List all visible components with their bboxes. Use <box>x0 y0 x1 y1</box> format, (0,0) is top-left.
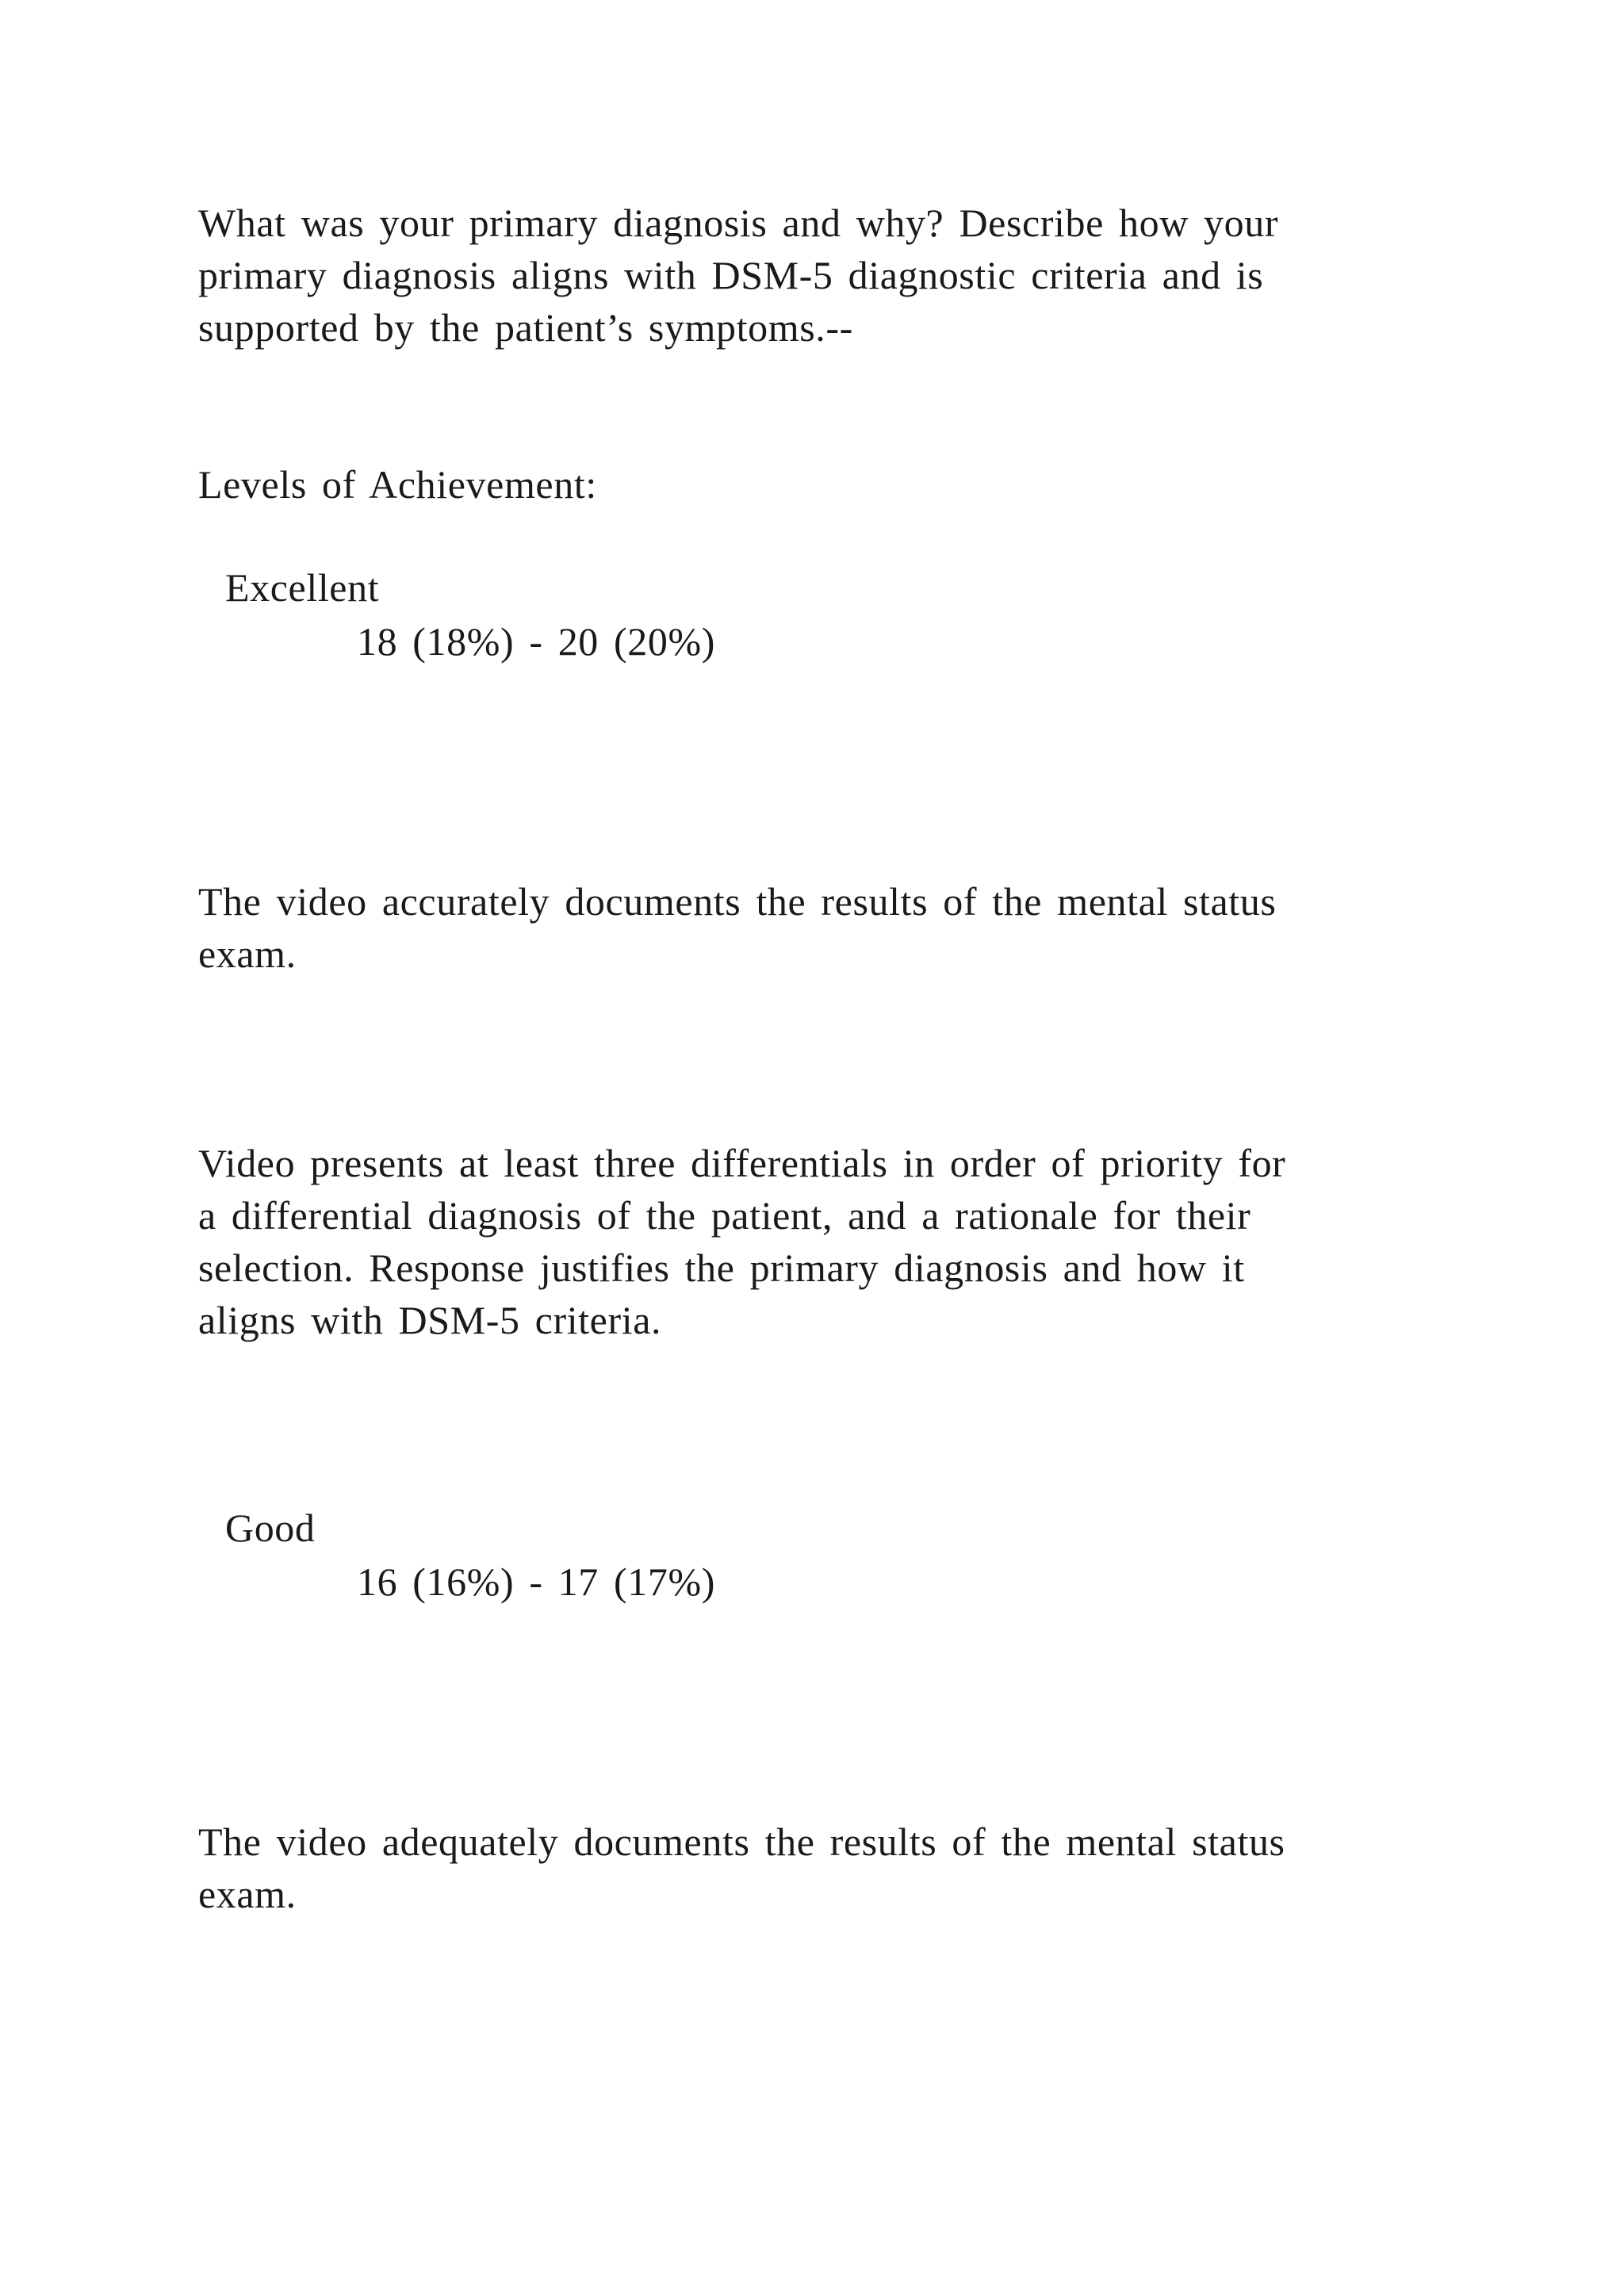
level-range: 18 (18%) - 20 (20%) <box>357 619 715 664</box>
level-range: 16 (16%) - 17 (17%) <box>357 1559 715 1604</box>
question-line-1: What was your primary diagnosis and why? Describe how your <box>198 201 1279 245</box>
level-name: Excellent <box>225 565 380 610</box>
criterion-line: exam. <box>198 932 297 976</box>
criterion-line: The video adequately documents the results of the mental status <box>198 1820 1285 1864</box>
criterion-line: Video presents at least three differentials in order of priority for <box>198 1141 1286 1185</box>
criterion-line: aligns with DSM-5 criteria. <box>198 1298 662 1342</box>
criterion-line: selection. Response justifies the primary diagnosis and how it <box>198 1246 1245 1290</box>
criterion-line: exam. <box>198 1872 297 1916</box>
levels-heading: Levels of Achievement: <box>198 462 597 507</box>
question-line-3: supported by the patient’s symptoms.-- <box>198 305 853 350</box>
question-line-2: primary diagnosis aligns with DSM-5 diagnostic criteria and is <box>198 253 1264 297</box>
criterion-line: The video accurately documents the results of the mental status <box>198 879 1277 924</box>
level-name: Good <box>225 1506 316 1550</box>
criterion-line: a differential diagnosis of the patient, and a rationale for their <box>198 1193 1251 1238</box>
